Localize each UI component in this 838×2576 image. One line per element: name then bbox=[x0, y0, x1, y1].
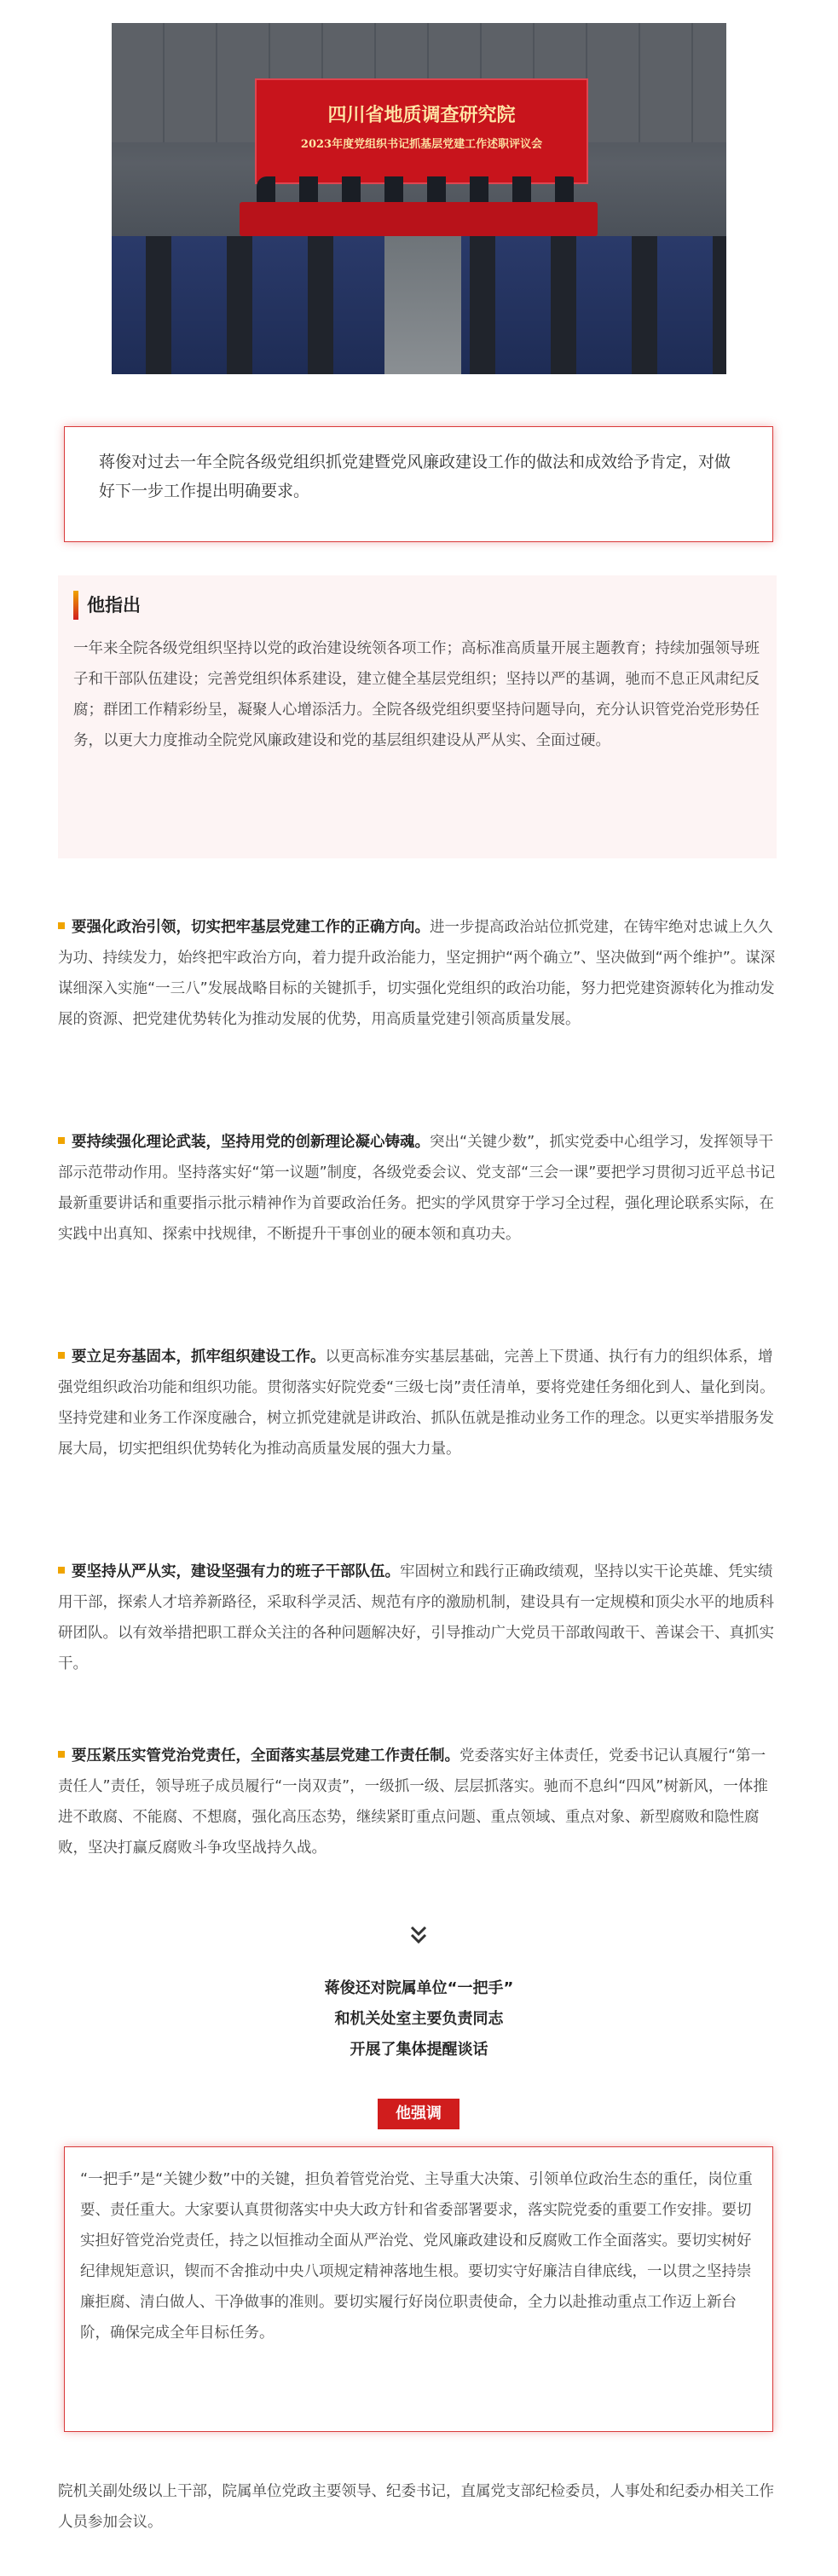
photo-aisle bbox=[384, 236, 461, 374]
point-title: 要立足夯基固本，抓牢组织建设工作。 bbox=[72, 1349, 326, 1366]
point-body: 突出“关键少数”，抓实党委中心组学习，发挥领导干部示范带动作用。坚持落实好“第一议题”制度，各级党委会议、党支部“三会一课”要把学习贯彻习近平总书记最新重要讲话和重要指示批示精神作为首要政治任务。把实的学风贯穿于学习全过程，强化理论联系实际，在实践中出真知、探索中找规律，不断提升干事创业的硬本领和真功夫。 bbox=[58, 1134, 776, 1243]
pointed-heading: 他指出 bbox=[87, 595, 141, 615]
point-title: 要坚持从严从实，建设坚强有力的班子干部队伍。 bbox=[72, 1563, 400, 1580]
backdrop-title: 四川省地质调查研究院 bbox=[327, 104, 516, 126]
bullet-square-icon bbox=[58, 922, 65, 929]
photo-head-table bbox=[240, 202, 598, 236]
point-item bbox=[58, 1342, 777, 1464]
bullet-square-icon bbox=[58, 1751, 65, 1758]
meeting-photo bbox=[112, 23, 726, 374]
double-chevron-icon bbox=[409, 1925, 428, 1947]
talk-line: 开展了集体提醒谈话 bbox=[350, 2041, 488, 2059]
point-body: 进一步提高政治站位抓党建，在铸牢绝对忠诚上久久为功、持续发力，始终把牢政治方向，着力提升政治能力，坚定拥护“两个确立”、坚决做到“两个维护”。谋深谋细深入实施“一三八”发展战略目标的关键抓手，切实强化党组织的政治功能，努力把党建资源转化为推动发展的资源、把党建优势转化为推动发展的优势，用高质量党建引领高质量发展。 bbox=[58, 919, 776, 1028]
intro-box bbox=[64, 426, 773, 542]
photo-backdrop bbox=[255, 78, 588, 184]
backdrop-subtitle: 2023年度党组织书记抓基层党建工作述职评议会 bbox=[300, 138, 543, 151]
point-body: 牢固树立和践行正确政绩观，坚持以实干论英雄、凭实绩用干部，探索人才培养新路径，采取科学灵活、规范有序的激励机制，建设具有一定规模和顶尖水平的地质科研团队。以有效举措把职工群众关注的各种问题解决好，引导推动广大党员干部敢闯敢干、善谋会干、真抓实干。 bbox=[58, 1563, 774, 1672]
point-title: 要强化政治引领，切实把牢基层党建工作的正确方向。 bbox=[72, 919, 430, 936]
point-body: 以更高标准夯实基层基础，完善上下贯通、执行有力的组织体系，增强党组织政治功能和组织功能。贯彻落实好院党委“三级七岗”责任清单，要将党建任务细化到人、量化到岗。坚持党建和业务工作深度融合，树立抓党建就是讲政治、抓队伍就是推动业务工作的理念。以更实举措服务发展大局，切实把组织优势转化为推动高质量发展的强大力量。 bbox=[58, 1349, 775, 1458]
closing-text: 院机关副处级以上干部，院属单位党政主要领导、纪委书记，直属党支部纪检委员，人事处和纪委办相关工作人员参加会议。 bbox=[58, 2483, 774, 2531]
bullet-square-icon bbox=[58, 1567, 65, 1574]
bullet-square-icon bbox=[58, 1352, 65, 1359]
point-title: 要持续强化理论武装，坚持用党的创新理论凝心铸魂。 bbox=[72, 1134, 430, 1151]
intro-text: 蒋俊对过去一年全院各级党组织抓党建暨党风廉政建设工作的做法和成效给予肯定，对做好下一步工作提出明确要求。 bbox=[99, 453, 731, 500]
point-item bbox=[58, 1557, 777, 1679]
stress-box bbox=[64, 2146, 773, 2432]
point-item bbox=[58, 912, 777, 1035]
point-title: 要压紧压实管党治党责任，全面落实基层党建工作责任制。 bbox=[72, 1747, 459, 1765]
point-item bbox=[58, 1741, 777, 1863]
stress-body: “一把手”是“关键少数”中的关键，担负着管党治党、主导重大决策、引领单位政治生态的重任，岗位重要、责任重大。大家要认真贯彻落实中央大政方针和省委部署要求，落实院党委的重要工作安排。要切实担好管党治党责任，持之以恒推动全面从严治党、党风廉政建设和反腐败工作全面落实。要切实树好纪律规矩意识，锲而不舍推动中央八项规定精神落地生根。要切实守好廉洁自律底线，一以贯之坚持崇廉拒腐、清白做人、干净做事的准则。要切实履行好岗位职责使命，全力以赴推动重点工作迈上新台阶，确保完成全年目标任务。 bbox=[80, 2171, 753, 2342]
point-item bbox=[58, 1127, 777, 1250]
heading-bar-icon bbox=[73, 591, 78, 620]
pointed-body: 一年来全院各级党组织坚持以党的政治建设统领各项工作；高标准高质量开展主题教育；持续加强领导班子和干部队伍建设；完善党组织体系建设，建立健全基层党组织；坚持以严的基调，驰而不息正风肃纪反腐；群团工作精彩纷呈，凝聚人心增添活力。全院各级党组织要坚持问题导向，充分认识管党治党形势任务，以更大力度推动全院党风廉政建设和党的基层组织建设从严从实、全面过硬。 bbox=[73, 640, 760, 749]
chevron-down-icon bbox=[402, 1925, 436, 1949]
pointed-section bbox=[58, 575, 777, 858]
talk-line: 蒋俊还对院属单位“一把手” bbox=[324, 1979, 514, 1997]
point-body: 党委落实好主体责任，党委书记认真履行“第一责任人”责任，领导班子成员履行“一岗双责”，一级抓一级、层层抓落实。驰而不息纠“四风”树新风，一体推进不敢腐、不能腐、不想腐，强化高压态势，继续紧盯重点问题、重点领域、重点对象、新型腐败和隐性腐败，坚决打赢反腐败斗争攻坚战持久战。 bbox=[58, 1747, 768, 1857]
talk-line: 和机关处室主要负责同志 bbox=[334, 2010, 504, 2028]
talk-lines bbox=[0, 1973, 838, 2065]
stress-tag: 他强调 bbox=[378, 2099, 459, 2129]
bullet-square-icon bbox=[58, 1137, 65, 1144]
